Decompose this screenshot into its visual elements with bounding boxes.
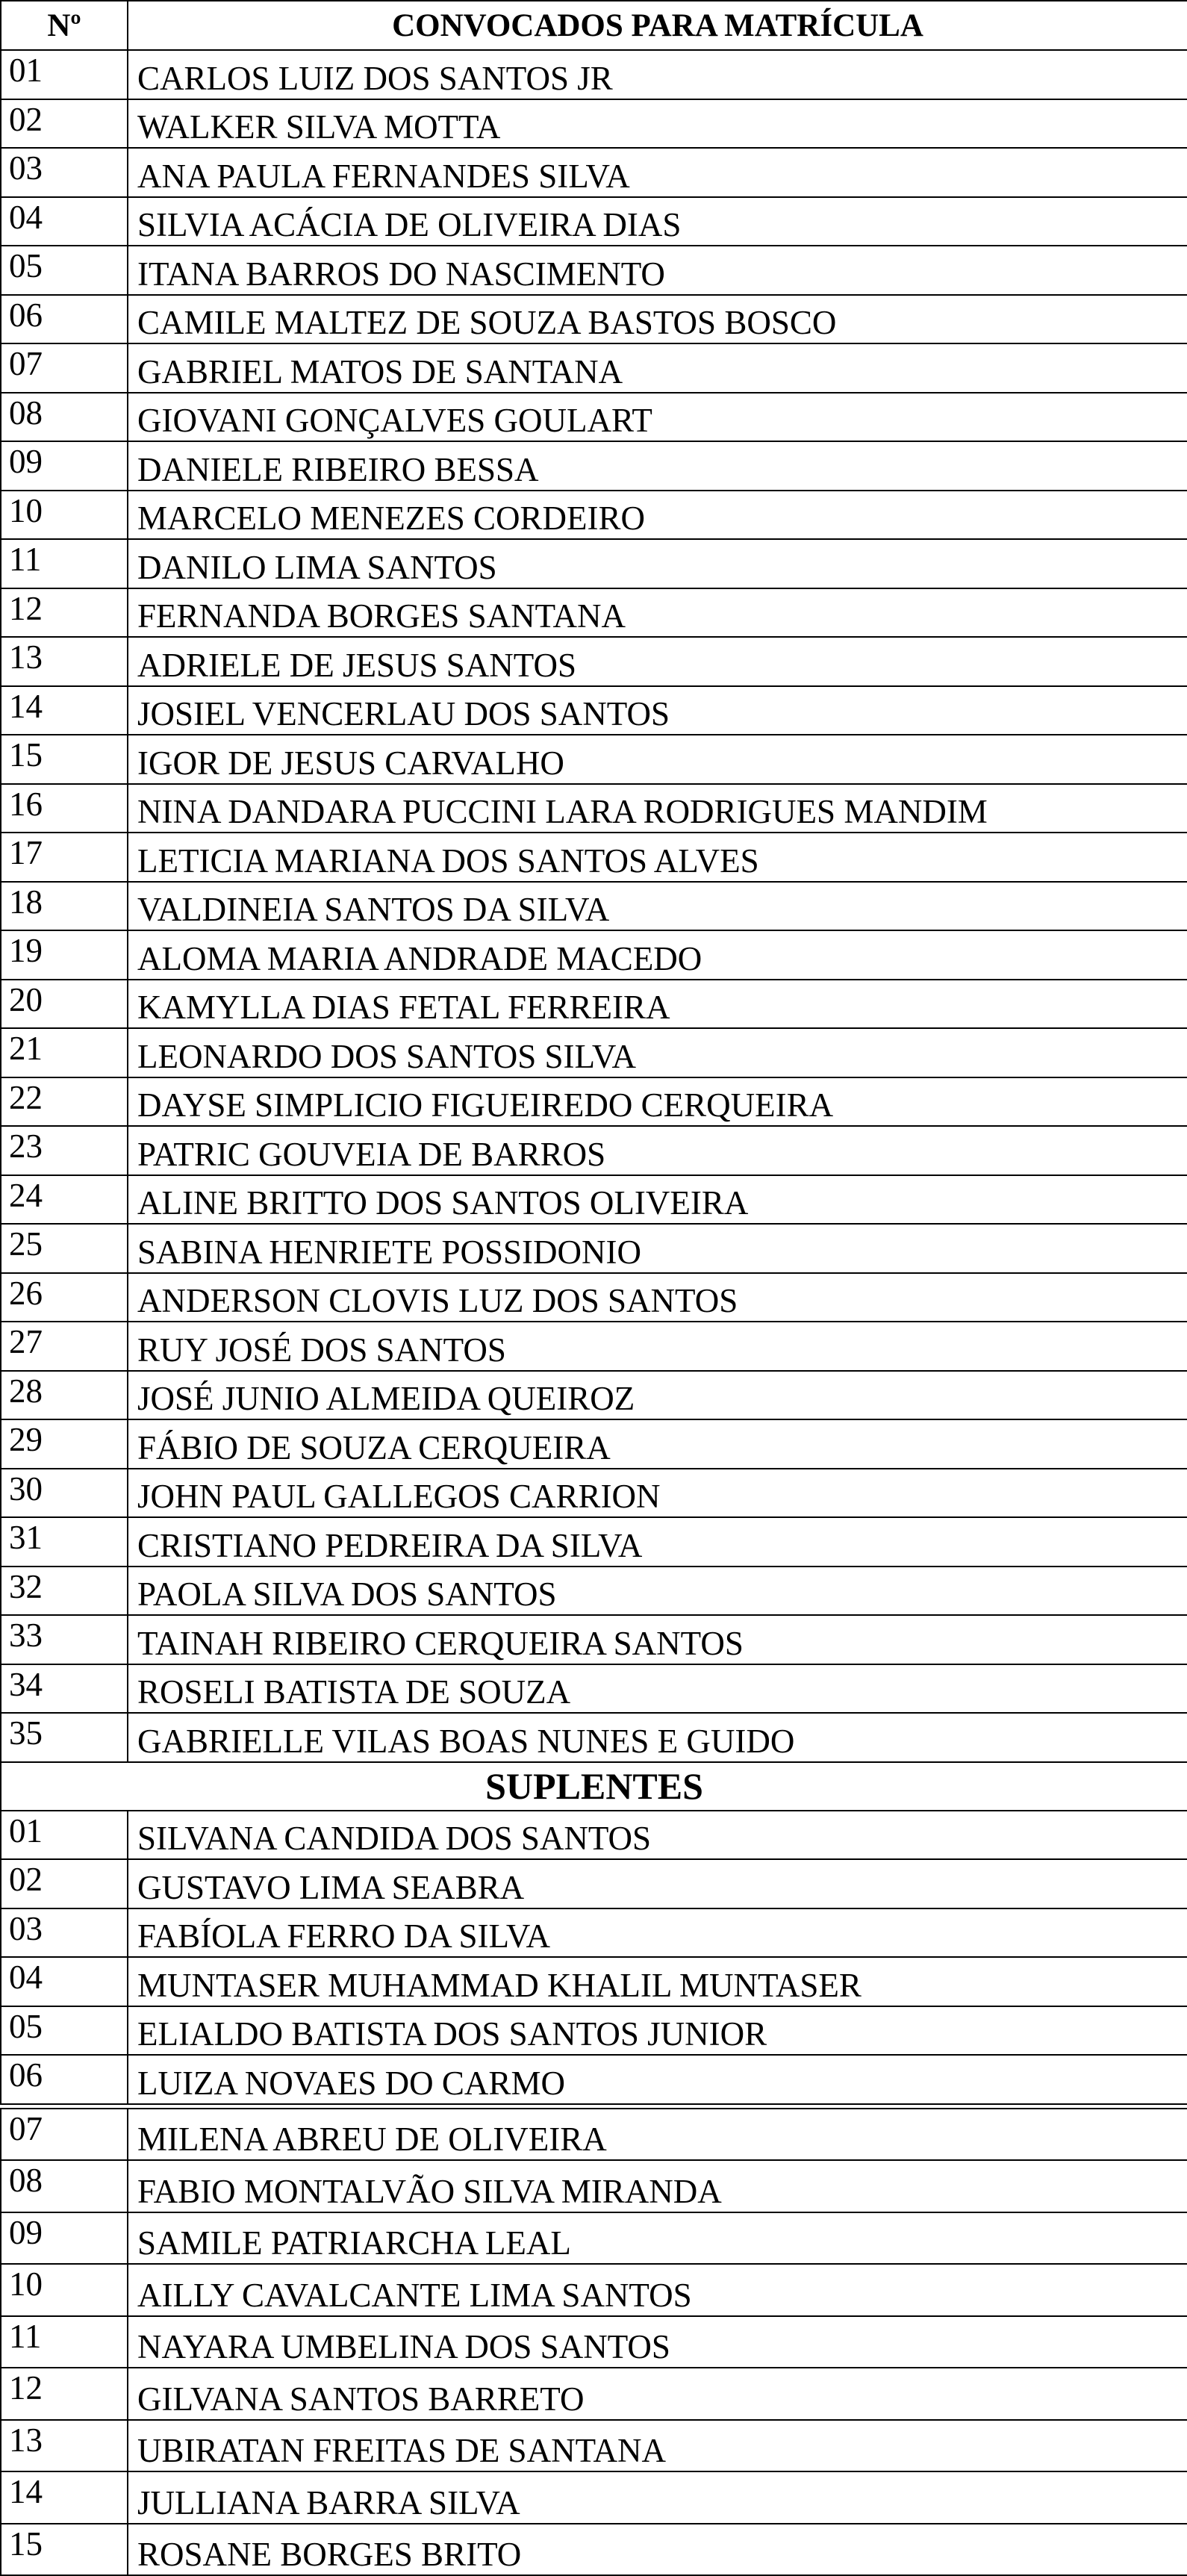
- table-row: [1, 2264, 1187, 2316]
- table-row: [1, 1175, 1187, 1225]
- table-row: [1, 246, 1187, 295]
- row-name: JOSÉ JUNIO ALMEIDA QUEIROZ: [128, 1371, 1187, 1420]
- row-name: GABRIEL MATOS DE SANTANA: [128, 343, 1187, 393]
- row-name: SILVIA ACÁCIA DE OLIVEIRA DIAS: [128, 197, 1187, 246]
- row-number: 19: [1, 930, 128, 980]
- row-name: KAMYLLA DIAS FETAL FERREIRA: [128, 980, 1187, 1029]
- row-number: 15: [1, 2524, 128, 2576]
- row-name: JOSIEL VENCERLAU DOS SANTOS: [128, 686, 1187, 735]
- row-name: ROSANE BORGES BRITO: [128, 2524, 1187, 2576]
- row-number: 31: [1, 1517, 128, 1567]
- row-name: SABINA HENRIETE POSSIDONIO: [128, 1224, 1187, 1273]
- row-name: GUSTAVO LIMA SEABRA: [128, 1859, 1187, 1908]
- row-number: 18: [1, 882, 128, 931]
- table-row: [1, 1957, 1187, 2006]
- row-number: 17: [1, 833, 128, 882]
- row-number: 15: [1, 735, 128, 784]
- table-row: [1, 784, 1187, 833]
- row-number: 30: [1, 1469, 128, 1518]
- row-number: 20: [1, 980, 128, 1029]
- row-name: UBIRATAN FREITAS DE SANTANA: [128, 2420, 1187, 2472]
- row-name: CRISTIANO PEDREIRA DA SILVA: [128, 1517, 1187, 1567]
- row-number: 06: [1, 295, 128, 344]
- row-name: ITANA BARROS DO NASCIMENTO: [128, 246, 1187, 295]
- table-row: [1, 2471, 1187, 2524]
- table-row: [1, 637, 1187, 686]
- table-row: [1, 1224, 1187, 1273]
- row-name: LEONARDO DOS SANTOS SILVA: [128, 1028, 1187, 1077]
- table-row: [1, 1908, 1187, 1958]
- row-name: PAOLA SILVA DOS SANTOS: [128, 1567, 1187, 1616]
- row-number: 07: [1, 2109, 128, 2161]
- row-number: 13: [1, 2420, 128, 2472]
- row-number: 33: [1, 1615, 128, 1664]
- table-row: [1, 1615, 1187, 1664]
- row-number: 02: [1, 99, 128, 149]
- row-number: 28: [1, 1371, 128, 1420]
- row-name: ALOMA MARIA ANDRADE MACEDO: [128, 930, 1187, 980]
- row-number: 11: [1, 2316, 128, 2368]
- row-number: 13: [1, 637, 128, 686]
- table-row: [1, 1859, 1187, 1908]
- row-name: NINA DANDARA PUCCINI LARA RODRIGUES MANDIM: [128, 784, 1187, 833]
- table-row: [1, 441, 1187, 491]
- row-number: 09: [1, 2212, 128, 2265]
- row-name: AILLY CAVALCANTE LIMA SANTOS: [128, 2264, 1187, 2316]
- row-number: 34: [1, 1664, 128, 1714]
- table-row: [1, 833, 1187, 882]
- row-number: 32: [1, 1567, 128, 1616]
- row-number: 06: [1, 2055, 128, 2104]
- table-row: [1, 686, 1187, 735]
- table-row: [1, 2420, 1187, 2472]
- row-name: FABIO MONTALVÃO SILVA MIRANDA: [128, 2160, 1187, 2212]
- table-row: [1, 2006, 1187, 2056]
- table-row: [1, 2524, 1187, 2576]
- row-name: FABÍOLA FERRO DA SILVA: [128, 1908, 1187, 1958]
- row-number: 03: [1, 148, 128, 197]
- table-row: [1, 1126, 1187, 1175]
- row-number: 35: [1, 1713, 128, 1762]
- table-row: [1, 393, 1187, 442]
- row-number: 14: [1, 686, 128, 735]
- row-name: SILVANA CANDIDA DOS SANTOS: [128, 1811, 1187, 1860]
- row-name: GIOVANI GONÇALVES GOULART: [128, 393, 1187, 442]
- row-name: LETICIA MARIANA DOS SANTOS ALVES: [128, 833, 1187, 882]
- row-name: JULLIANA BARRA SILVA: [128, 2471, 1187, 2524]
- row-number: 16: [1, 784, 128, 833]
- table-row: [1, 1713, 1187, 1762]
- row-name: FERNANDA BORGES SANTANA: [128, 588, 1187, 638]
- row-number: 04: [1, 1957, 128, 2006]
- table-row: [1, 99, 1187, 149]
- row-name: SAMILE PATRIARCHA LEAL: [128, 2212, 1187, 2265]
- table-row: [1, 2368, 1187, 2420]
- row-name: GABRIELLE VILAS BOAS NUNES E GUIDO: [128, 1713, 1187, 1762]
- table-row: [1, 2109, 1187, 2161]
- table-row: [1, 295, 1187, 344]
- row-number: 23: [1, 1126, 128, 1175]
- convocados-body: [1, 50, 1187, 1762]
- row-number: 10: [1, 491, 128, 540]
- table-row: [1, 343, 1187, 393]
- table-row: [1, 1664, 1187, 1714]
- row-number: 27: [1, 1322, 128, 1371]
- row-number: 21: [1, 1028, 128, 1077]
- row-name: ADRIELE DE JESUS SANTOS: [128, 637, 1187, 686]
- row-number: 05: [1, 246, 128, 295]
- table-row: [1, 2212, 1187, 2265]
- row-name: CAMILE MALTEZ DE SOUZA BASTOS BOSCO: [128, 295, 1187, 344]
- row-number: 02: [1, 1859, 128, 1908]
- table-row: [1, 1469, 1187, 1518]
- table-row: [1, 1273, 1187, 1322]
- row-name: TAINAH RIBEIRO CERQUEIRA SANTOS: [128, 1615, 1187, 1664]
- row-number: 14: [1, 2471, 128, 2524]
- row-name: RUY JOSÉ DOS SANTOS: [128, 1322, 1187, 1371]
- row-name: WALKER SILVA MOTTA: [128, 99, 1187, 149]
- table-row: [1, 1811, 1187, 1860]
- table-row: [1, 2055, 1187, 2104]
- table-header-row: [1, 1, 1187, 50]
- row-number: 08: [1, 2160, 128, 2212]
- table-row: [1, 930, 1187, 980]
- row-name: MUNTASER MUHAMMAD KHALIL MUNTASER: [128, 1957, 1187, 2006]
- suplentes-section-row: [1, 1762, 1187, 1811]
- row-name: IGOR DE JESUS CARVALHO: [128, 735, 1187, 784]
- row-name: MARCELO MENEZES CORDEIRO: [128, 491, 1187, 540]
- row-number: 03: [1, 1908, 128, 1958]
- table-row: [1, 1322, 1187, 1371]
- row-number: 01: [1, 50, 128, 99]
- row-name: GILVANA SANTOS BARRETO: [128, 2368, 1187, 2420]
- table-title: CONVOCADOS PARA MATRÍCULA: [128, 1, 1187, 50]
- table-row: [1, 1077, 1187, 1127]
- table-row: [1, 1517, 1187, 1567]
- row-number: 12: [1, 2368, 128, 2420]
- row-name: VALDINEIA SANTOS DA SILVA: [128, 882, 1187, 931]
- row-name: ANDERSON CLOVIS LUZ DOS SANTOS: [128, 1273, 1187, 1322]
- row-name: CARLOS LUIZ DOS SANTOS JR: [128, 50, 1187, 99]
- suplentes-continued-body: [1, 2109, 1187, 2576]
- table-row: [1, 1567, 1187, 1616]
- number-column-header: Nº: [1, 1, 128, 50]
- suplentes-body: [1, 1811, 1187, 2104]
- table-row: [1, 882, 1187, 931]
- row-name: NAYARA UMBELINA DOS SANTOS: [128, 2316, 1187, 2368]
- row-number: 11: [1, 539, 128, 588]
- row-name: ANA PAULA FERNANDES SILVA: [128, 148, 1187, 197]
- row-number: 29: [1, 1419, 128, 1469]
- row-number: 25: [1, 1224, 128, 1273]
- row-number: 24: [1, 1175, 128, 1225]
- row-name: FÁBIO DE SOUZA CERQUEIRA: [128, 1419, 1187, 1469]
- table-row: [1, 2316, 1187, 2368]
- row-number: 01: [1, 1811, 128, 1860]
- row-name: ALINE BRITTO DOS SANTOS OLIVEIRA: [128, 1175, 1187, 1225]
- suplentes-heading: SUPLENTES: [1, 1762, 1187, 1811]
- table-row: [1, 1028, 1187, 1077]
- row-name: JOHN PAUL GALLEGOS CARRION: [128, 1469, 1187, 1518]
- row-name: ELIALDO BATISTA DOS SANTOS JUNIOR: [128, 2006, 1187, 2056]
- suplentes-continued-table: [0, 2108, 1187, 2576]
- table-row: [1, 735, 1187, 784]
- row-number: 04: [1, 197, 128, 246]
- row-name: MILENA ABREU DE OLIVEIRA: [128, 2109, 1187, 2161]
- row-number: 08: [1, 393, 128, 442]
- row-name: LUIZA NOVAES DO CARMO: [128, 2055, 1187, 2104]
- row-name: DANILO LIMA SANTOS: [128, 539, 1187, 588]
- row-number: 10: [1, 2264, 128, 2316]
- table-row: [1, 1371, 1187, 1420]
- table-row: [1, 197, 1187, 246]
- row-number: 26: [1, 1273, 128, 1322]
- table-row: [1, 1419, 1187, 1469]
- table-row: [1, 980, 1187, 1029]
- row-number: 09: [1, 441, 128, 491]
- row-number: 22: [1, 1077, 128, 1127]
- row-name: DAYSE SIMPLICIO FIGUEIREDO CERQUEIRA: [128, 1077, 1187, 1127]
- table-row: [1, 588, 1187, 638]
- table-row: [1, 148, 1187, 197]
- row-number: 07: [1, 343, 128, 393]
- table-row: [1, 50, 1187, 99]
- row-number: 05: [1, 2006, 128, 2056]
- row-name: DANIELE RIBEIRO BESSA: [128, 441, 1187, 491]
- table-row: [1, 2160, 1187, 2212]
- row-name: ROSELI BATISTA DE SOUZA: [128, 1664, 1187, 1714]
- row-number: 12: [1, 588, 128, 638]
- table-row: [1, 539, 1187, 588]
- table-row: [1, 491, 1187, 540]
- row-name: PATRIC GOUVEIA DE BARROS: [128, 1126, 1187, 1175]
